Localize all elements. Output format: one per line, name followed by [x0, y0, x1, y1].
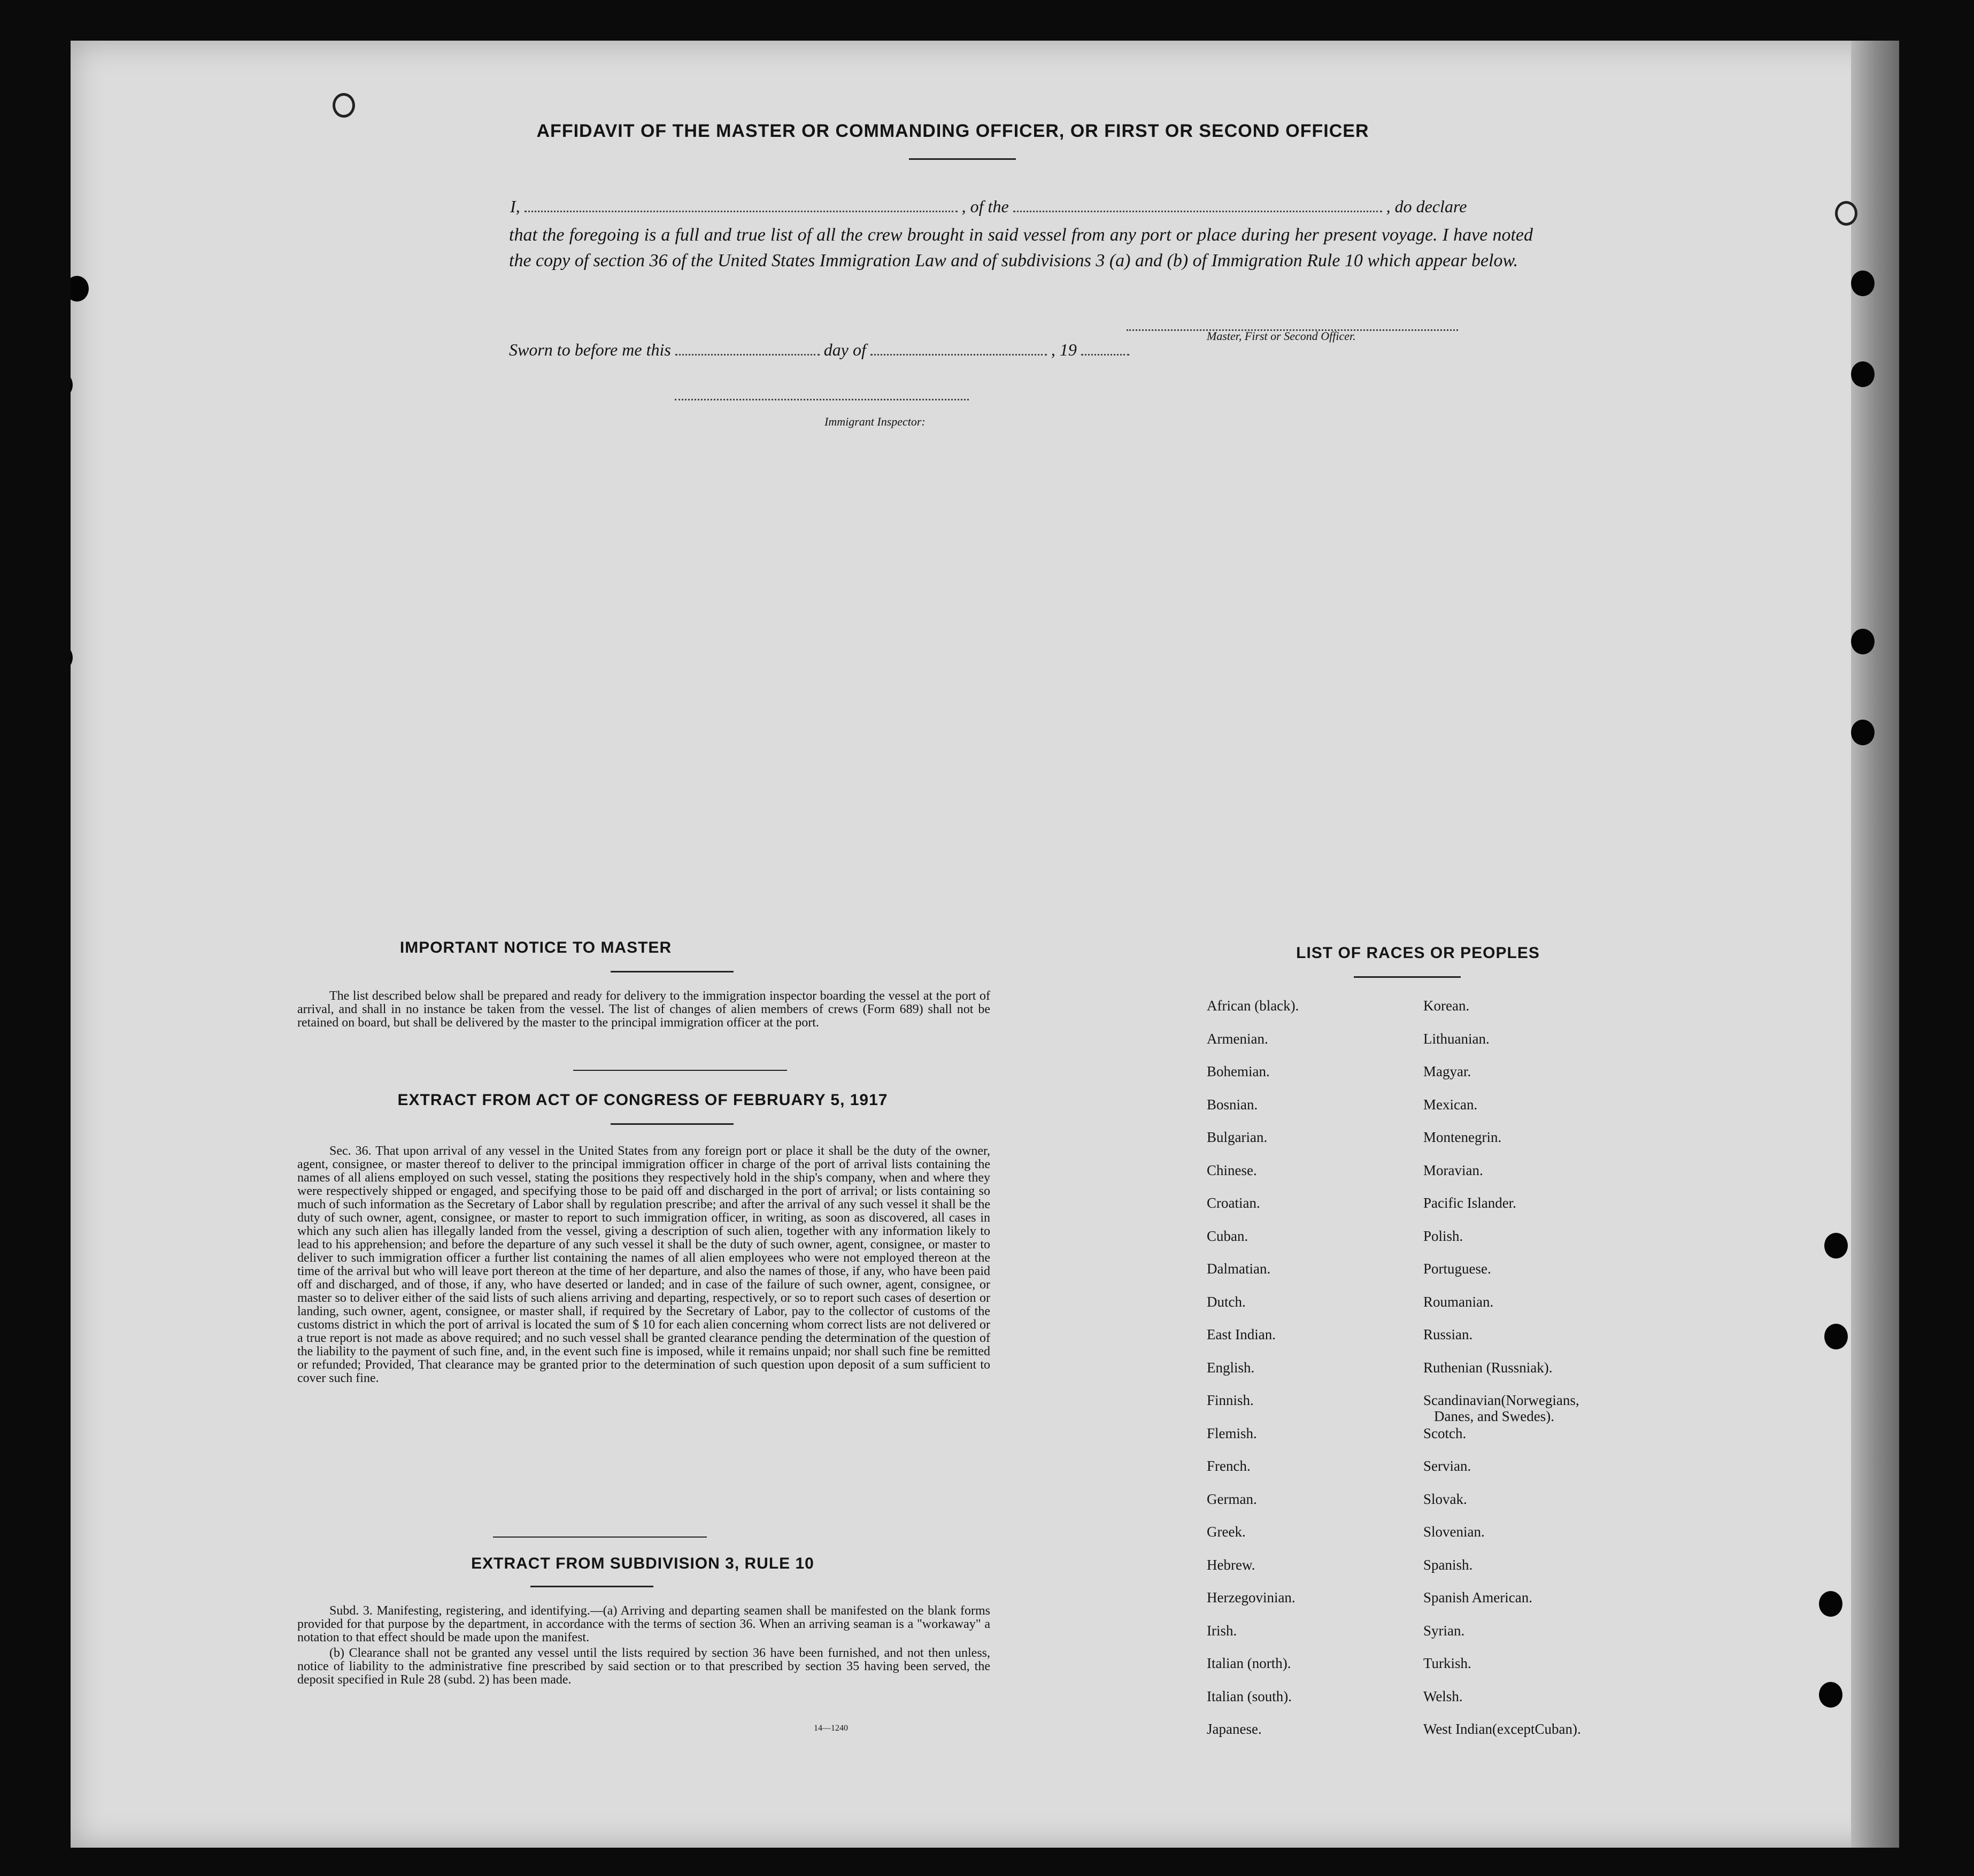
punch-hole: [71, 372, 73, 398]
race-item: Herzegovinian.: [1207, 1589, 1296, 1605]
race-item: Moravian.: [1423, 1162, 1483, 1178]
punch-hole: [1819, 1591, 1842, 1617]
sworn-year: , 19: [1051, 340, 1077, 359]
race-item: Spanish American.: [1423, 1589, 1532, 1605]
race-item: Spanish.: [1423, 1556, 1473, 1573]
punch-hole: [333, 93, 355, 118]
race-item: Scandinavian(Norwegians,: [1423, 1392, 1579, 1408]
races-heading: LIST OF RACES OR PEOPLES: [1296, 944, 1540, 962]
act-text: [297, 1145, 990, 1387]
race-item: Ruthenian (Russniak).: [1423, 1359, 1553, 1376]
punch-hole: [71, 645, 73, 670]
race-item: Korean.: [1423, 998, 1470, 1014]
race-item: Dalmatian.: [1207, 1261, 1271, 1277]
punch-hole: [1835, 201, 1857, 226]
race-item: Chinese.: [1207, 1162, 1257, 1178]
act-rule: [611, 1123, 734, 1125]
punch-hole: [71, 276, 89, 302]
affidavit-body: that the foregoing is a full and true list of all the crew brought in said vessel from any port or place during her present voyage. I have noted the copy of section 36 of the United States Immigration Law and of subdivisions 3 (a) and (b) of Immigration Rule 10 which appear below.: [509, 225, 1533, 271]
race-item: Italian (south).: [1207, 1688, 1292, 1704]
race-item: Magyar.: [1423, 1063, 1471, 1079]
signature-label: Master, First or Second Officer.: [1207, 329, 1356, 343]
rule-rule: [530, 1586, 653, 1587]
inspector-label: Immigrant Inspector:: [824, 415, 926, 428]
sec36-paragraph: Sec. 36. That upon arrival of any vessel in the United States from any foreign port or place it shall be the duty of the owner, agent, consignee, or master thereof to deliver to the principal immigration officer in charge of the port of arrival lists containing the names of all aliens employed on such vessel, stating the positions they respectively hold in the ship's company, when and where they were respectively shipped or engaged, and specifying those to be paid off and discharged in the port of arrival; or lists containing so much of such information as the Secretary of Labor shall by regulation prescribe; and after the arrival of any such vessel it shall be the duty of such owner, agent, consignee, or master to report to such immigration officer, in writing, as soon as discovered, all cases in which any such alien has illegally landed from the vessel, giving a description of such alien, together with any information likely to lead to his apprehension; and before the departure of any such vessel it shall be the duty of such owner, agent, consignee, or master to deliver to such immigration officer a further list containing the names of all alien employees who were not employed thereon at the time of the arrival but who will leave port thereon at the time of her departure, and also the names of those, if any, who have been paid off and discharged, and of those, if any, who have deserted or landed; and in case of the failure of such owner, agent, consignee, or master so to deliver either of the said lists of such aliens arriving and departing, respectively, or so to report such cases of desertion or landing, such owner, agent, consignee, or master shall, if required by the Secretary of Labor, pay to the collector of customs of the customs district in which the port of arrival is located the sum of $ 10 for each alien concerning whom correct lists are not delivered or a true report is not made as above required; and no such vessel shall be granted clearance pending the determination of the question of the liability to the payment of such fine, and, in the event such fine is imposed, while it remains unpaid; nor shall such fine be remitted or refunded; Provided, That clearance may be granted prior to the determination of such question upon deposit of a sum sufficient to cover such fine.: [297, 1144, 990, 1385]
sworn-line: [509, 340, 1129, 360]
notice-text: [297, 990, 990, 1032]
race-item: Russian.: [1423, 1326, 1473, 1342]
document-page: [71, 41, 1899, 1848]
race-item: Japanese.: [1207, 1721, 1262, 1737]
race-item: English.: [1207, 1359, 1255, 1376]
affidavit-i: I,: [510, 197, 520, 216]
race-item: Scotch.: [1423, 1425, 1467, 1441]
race-item: Bohemian.: [1207, 1063, 1270, 1079]
notice-heading: IMPORTANT NOTICE TO MASTER: [399, 939, 672, 956]
race-item: German.: [1207, 1491, 1257, 1507]
race-item: Croatian.: [1207, 1195, 1260, 1211]
race-item: East Indian.: [1207, 1326, 1276, 1342]
race-item: Lithuanian.: [1423, 1030, 1490, 1047]
affidavit-declare: , do declare: [1386, 197, 1467, 216]
race-item: Portuguese.: [1423, 1261, 1491, 1277]
race-item: Pacific Islander.: [1423, 1195, 1516, 1211]
subd-a-paragraph: Subd. 3. Manifesting, registering, and identifying.—(a) Arriving and departing seamen shall be manifested on the blank forms provided for that purpose by the department, in accordance with the terms of section 36. When an arriving seaman is a "workaway" a notation to that effect should be made upon the manifest.: [297, 1604, 990, 1645]
race-item: Welsh.: [1423, 1688, 1463, 1704]
race-item: Slovenian.: [1423, 1524, 1485, 1540]
form-code: 14—1240: [814, 1724, 848, 1733]
race-item: Irish.: [1207, 1622, 1237, 1639]
act-heading: EXTRACT FROM ACT OF CONGRESS OF FEBRUARY 5, 1917: [397, 1091, 888, 1109]
race-item: Cuban.: [1207, 1227, 1248, 1244]
punch-hole: [1819, 1682, 1842, 1708]
race-item: Finnish.: [1207, 1392, 1254, 1408]
race-item: Montenegrin.: [1423, 1129, 1502, 1145]
affidavit-title: AFFIDAVIT OF THE MASTER OR COMMANDING OFFICER, OR FIRST OR SECOND OFFICER: [536, 121, 1369, 141]
sworn-prefix: Sworn to before me this: [509, 340, 671, 359]
races-rule: [1354, 976, 1461, 978]
punch-hole: [1851, 271, 1875, 296]
race-item: Turkish.: [1423, 1655, 1471, 1671]
punch-hole: [1851, 361, 1875, 387]
inspector-blank: [675, 393, 969, 400]
notice-divider: [573, 1070, 787, 1071]
race-item: Roumanian.: [1423, 1293, 1494, 1310]
race-item: Armenian.: [1207, 1030, 1268, 1047]
rule-heading: EXTRACT FROM SUBDIVISION 3, RULE 10: [471, 1555, 814, 1572]
race-item: African (black).: [1207, 998, 1299, 1014]
punch-hole: [1851, 720, 1875, 745]
act-divider: [493, 1537, 707, 1538]
race-item: Syrian.: [1423, 1622, 1465, 1639]
race-item: Servian.: [1423, 1458, 1471, 1474]
race-item: Flemish.: [1207, 1425, 1257, 1441]
notice-rule: [611, 971, 734, 972]
race-item: Bulgarian.: [1207, 1129, 1268, 1145]
punch-hole: [1851, 629, 1875, 654]
sworn-day: day of: [823, 340, 866, 359]
affidavit-line1: [510, 197, 1467, 217]
notice-paragraph: The list described below shall be prepared and ready for delivery to the immigration inspector boarding the vessel at the port of arrival, and shall in no instance be taken from the vessel. The list of changes of alien members of crews (Form 689) shall not be retained on board, but shall be delivered by the master to the principal immigration officer at the port.: [297, 989, 990, 1030]
race-item: Greek.: [1207, 1524, 1246, 1540]
race-item: Bosnian.: [1207, 1096, 1258, 1113]
race-item: Hebrew.: [1207, 1556, 1255, 1573]
race-item: Danes, and Swedes).: [1434, 1408, 1554, 1424]
race-item: Dutch.: [1207, 1293, 1246, 1310]
name-blank: [525, 205, 958, 212]
vessel-blank: [1013, 205, 1382, 212]
day-blank: [675, 349, 820, 356]
title-rule: [909, 158, 1016, 160]
month-blank: [870, 349, 1047, 356]
punch-hole: [1824, 1233, 1848, 1259]
race-item: French.: [1207, 1458, 1251, 1474]
rule-text: [297, 1604, 990, 1689]
race-item: Mexican.: [1423, 1096, 1478, 1113]
year-blank: [1081, 349, 1129, 356]
race-item: West Indian(exceptCuban).: [1423, 1721, 1581, 1737]
race-item: Slovak.: [1423, 1491, 1467, 1507]
punch-hole: [1824, 1324, 1848, 1349]
race-item: Polish.: [1423, 1227, 1463, 1244]
subd-b-paragraph: (b) Clearance shall not be granted any vessel until the lists required by section 36 have been furnished, and not then unless, notice of liability to the administrative fine prescribed by said section or to that prescribed by section 35 having been served, the deposit specified in Rule 28 (subd. 2) has been made.: [297, 1646, 990, 1687]
race-item: Italian (north).: [1207, 1655, 1291, 1671]
page-edge: [1851, 41, 1899, 1848]
affidavit-of-the: , of the: [961, 197, 1009, 216]
